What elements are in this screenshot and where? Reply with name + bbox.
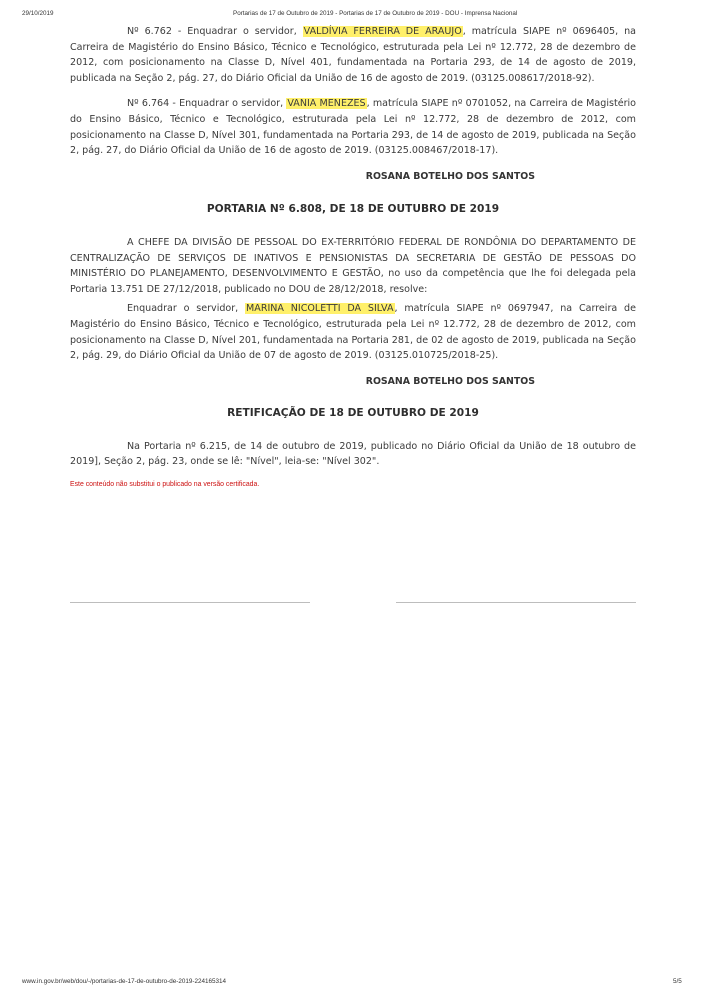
portaria-title: PORTARIA Nº 6.808, DE 18 DE OUTUBRO DE 2019 xyxy=(206,203,500,216)
divider-left xyxy=(70,602,310,603)
highlighted-name: VALDÍVIA FERREIRA DE ARAUJO xyxy=(303,26,462,37)
page-number: 5/5 xyxy=(673,978,682,985)
signature: ROSANA BOTELHO DOS SANTOS xyxy=(365,170,535,182)
print-date: 29/10/2019 xyxy=(22,10,54,17)
disclaimer-text: Este conteúdo não substitui o publicado na versão certificada. xyxy=(70,481,260,489)
retificacao-title: RETIFICAÇÃO DE 18 DE OUTUBRO DE 2019 xyxy=(227,407,479,420)
print-url: www.in.gov.br/web/dou/-/portarias-de-17-de-outubro-de-2019-224165314 xyxy=(22,978,226,985)
print-page-title: Portarias de 17 de Outubro de 2019 - Portarias de 17 de Outubro de 2019 - DOU - Imprensa Nacional xyxy=(233,10,518,17)
document-body xyxy=(70,24,636,490)
paragraph-6764: Nº 6.764 - Enquadrar o servidor, VANIA MENEZES, matrícula SIAPE nº 0701052, na Carreira de Magistério do Ensino Básico, Técnico e Tecnológico, estruturada pela Lei nº 12.772, 28 de dezembro de 2012, com posicionamento na Classe D, Nível 301, fundamentada na Portaria 293, de 14 de agosto de 2019, publicada na Seção 2, pág. 27, do Diário Oficial da União de 16 de agosto de 2019. (03125.008467/2018-17). xyxy=(70,98,636,157)
paragraph-6762: Nº 6.762 - Enquadrar o servidor, VALDÍVIA FERREIRA DE ARAUJO, matrícula SIAPE nº 0696405, na Carreira de Magistério do Ensino Básico, Técnico e Tecnológico, estruturada pela Lei nº 12.772, 28 de dezembro de 2012, com posicionamento na Classe D, Nível 401, fundamentada na Portaria 293, de 14 de agosto de 2019, publicada na Seção 2, pág. 27, do Diário Oficial da União de 16 de agosto de 2019. (03125.008617/2018-92). xyxy=(70,26,636,84)
signature: ROSANA BOTELHO DOS SANTOS xyxy=(365,375,535,387)
highlighted-name: VANIA MENEZES xyxy=(287,98,366,110)
paragraph-retificacao: Na Portaria nº 6.215, de 14 de outubro de 2019, publicado no Diário Oficial da União de 18 outubro de 2019], Seção 2, pág. 23, onde se lê: "Nível", leia-se: "Nível 302". xyxy=(70,440,636,468)
divider-right xyxy=(396,602,636,603)
paragraph-enquadrar: Enquadrar o servidor, MARINA NICOLETTI DA SILVA, matrícula SIAPE nº 0697947, na Carreira de Magistério do Ensino Básico, Técnico e Tecnológico, estruturada pela Lei nº 12.772, 28 de dezembro de 2012, com posicionamento na Classe D, Nível 201, fundamentada na Portaria 281, de 02 de agosto de 2019, publicada na Seção 2, pág. 29, do Diário Oficial da União de 07 de agosto de 2019. (03125.010725/2018-25). xyxy=(70,303,636,362)
paragraph-preamble: A CHEFE DA DIVISÃO DE PESSOAL DO EX-TERRITÓRIO FEDERAL DE RONDÔNIA DO DEPARTAMENTO DE CENTRALIZAÇÃO DE SERVIÇOS DE INATIVOS E PENSIONISTAS DA SECRETARIA DE GESTÃO DE PESSOAS DO MINISTÉRIO DO PLANEJAMENTO, DESENVOLVIMENTO E GESTÃO, no uso da competência que lhe foi delegada pela Portaria 13.751 DE 27/12/2018, publicado no DOU de 28/12/2018, resolve: xyxy=(70,236,636,295)
highlighted-name: MARINA NICOLETTI DA SILVA xyxy=(246,303,394,315)
